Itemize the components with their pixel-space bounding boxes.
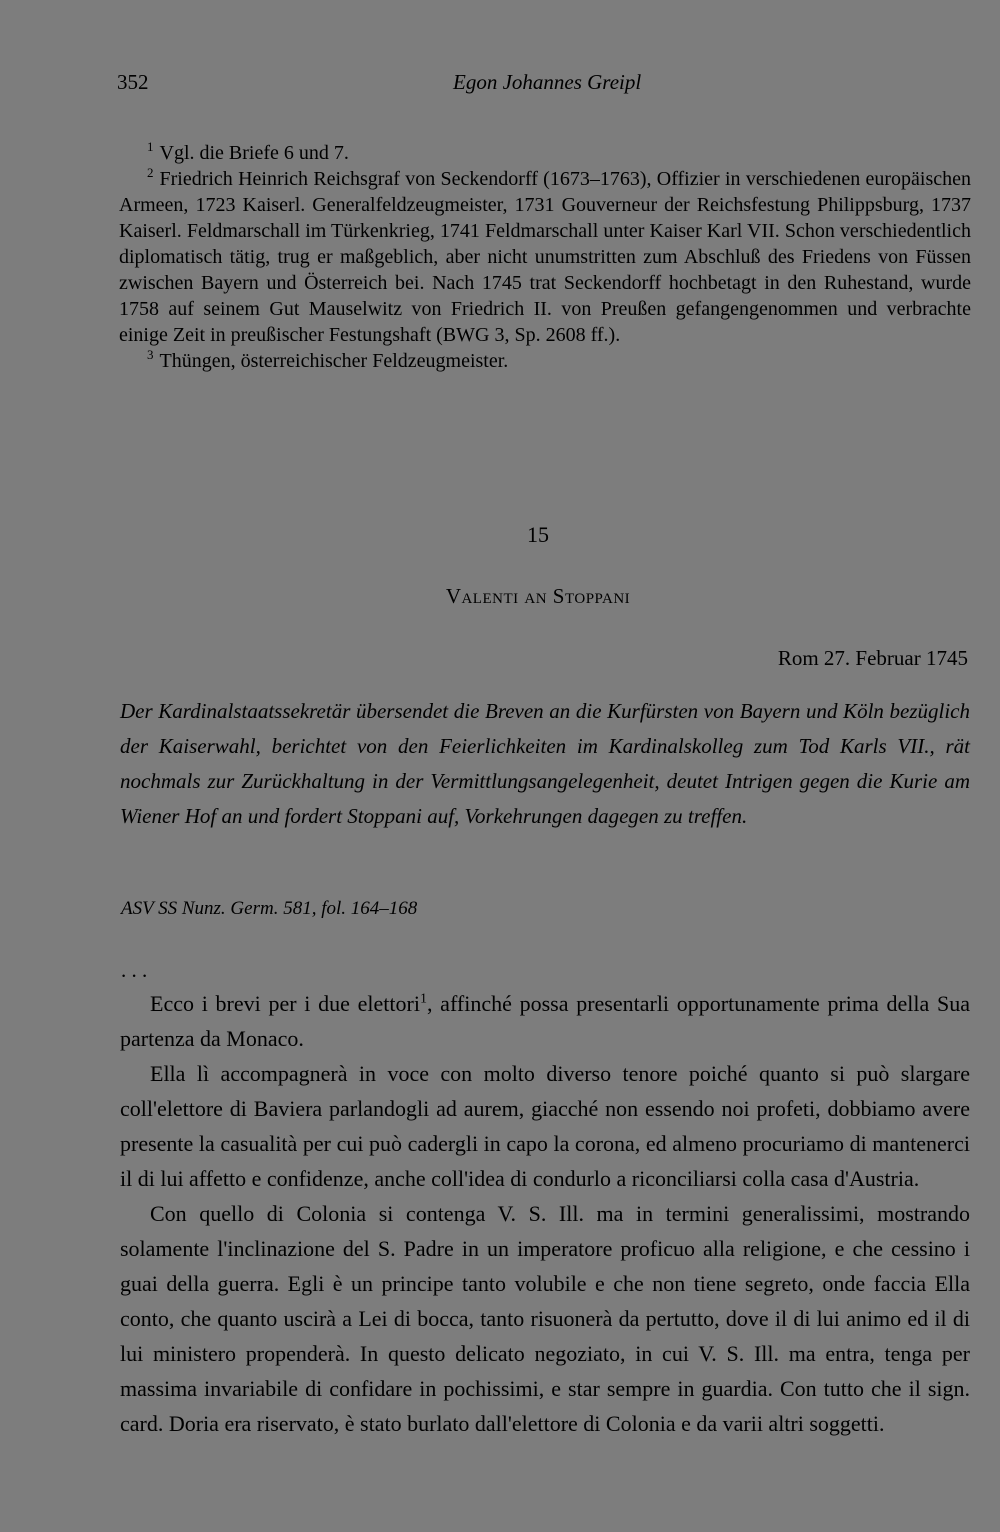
paragraph-text: , affinché possa presentarli opportunamente prima della Sua partenza da Monaco. xyxy=(120,991,970,1051)
paragraph-text: Con quello di Colonia si contenga V. S. Ill. ma in termini generalissimi, mostrando solamente l'inclinazione del S. Padre in un imperatore proficuo alla religione, e che cessino i guai della guerra. Egli è un principe tanto volubile e che non tiene segreto, onde faccia Ella conto, che quanto uscirà a Lei di bocca, tanto risuonerà da pertutto, dove il di lui animo ed il di lui ministero propenderà. In questo delicato negoziato, in cui V. S. Ill. ma entra, tenga per massima invariabile di confidare in pochissimi, e star sempre in guardia. Con tutto che il sign. card. Doria era riservato, è stato burlato dall'elettore di Colonia e da varii altri soggetti. xyxy=(120,1201,970,1436)
body-paragraph xyxy=(120,986,970,1056)
body-paragraph xyxy=(120,1056,970,1196)
page-number: 352 xyxy=(117,70,149,94)
footnotes xyxy=(119,140,971,374)
footnote-text: Thüngen, österreichischer Feldzeugmeister. xyxy=(159,350,509,372)
footnote-text: Friedrich Heinrich Reichsgraf von Seckendorff (1673–1763), Offizier in verschiedenen europäischen Armeen, 1723 Kaiserl. Generalfeldzeugmeister, 1731 Gouverneur der Reichsfestung Philippsburg, 1737 Kaiserl. Feldmarschall im Türkenkrieg, 1741 Feldmarschall unter Kaiser Karl VII. Schon verschiedentlich diplomatisch tätig, trug er maßgeblich, aber nicht unumstritten zum Abschluß des Friedens von Füssen zwischen Bayern und Österreich bei. Nach 1745 trat Seckendorff hochbetagt in den Ruhestand, wurde 1758 auf seinem Gut Mauselwitz von Friedrich II. von Preußen gefangengenommen und verbrachte einige Zeit in preußischer Festungshaft (BWG 3, Sp. 2608 ff.). xyxy=(119,168,971,346)
document-number: 15 xyxy=(527,522,549,547)
document-title: Valenti an Stoppani xyxy=(445,584,631,608)
footnote-reference: 1 xyxy=(419,991,427,1007)
paragraph-text: Ecco i brevi per i due elettori xyxy=(150,991,420,1016)
letter-body xyxy=(120,986,970,1441)
footnote-text: Vgl. die Briefe 6 und 7. xyxy=(159,142,349,164)
running-title: Egon Johannes Greipl xyxy=(453,70,642,94)
archival-source: ASV SS Nunz. Germ. 581, fol. 164–168 xyxy=(121,898,418,919)
footnote xyxy=(119,348,971,374)
paragraph-text: Ella lì accompagnerà in voce con molto diverso tenore poiché quanto si può slargare coll'elettore di Baviera parlandogli ad aurem, giacché non essendo noi profeti, dobbiamo avere presente la casualità per cui può cadergli in capo la corona, ed almeno procuriamo di mantenerci il di lui affetto e confidenze, anche coll'idea di condurlo a riconciliarsi colla casa d'Austria. xyxy=(120,1061,970,1191)
document-summary: Der Kardinalstaatssekretär übersendet die Breven an die Kurfürsten von Bayern und Köln bezüglich der Kaiserwahl, berichtet von den Feierlichkeiten im Kardinalskolleg zum Tod Karls VII., rät nochmals zur Zurückhaltung in der Vermittlungsangelegenheit, deutet Intrigen gegen die Kurie am Wiener Hof an und fordert Stoppani auf, Vorkehrungen dagegen zu treffen. xyxy=(120,699,970,828)
footnote-marker: 1 xyxy=(147,139,154,155)
footnote-marker: 3 xyxy=(147,347,154,363)
footnote xyxy=(119,140,971,166)
body-paragraph xyxy=(120,1196,970,1441)
footnote-marker: 2 xyxy=(147,165,154,181)
footnote xyxy=(119,166,971,348)
dateline: Rom 27. Februar 1745 xyxy=(777,646,968,670)
omission-ellipsis: . . . xyxy=(121,958,148,982)
